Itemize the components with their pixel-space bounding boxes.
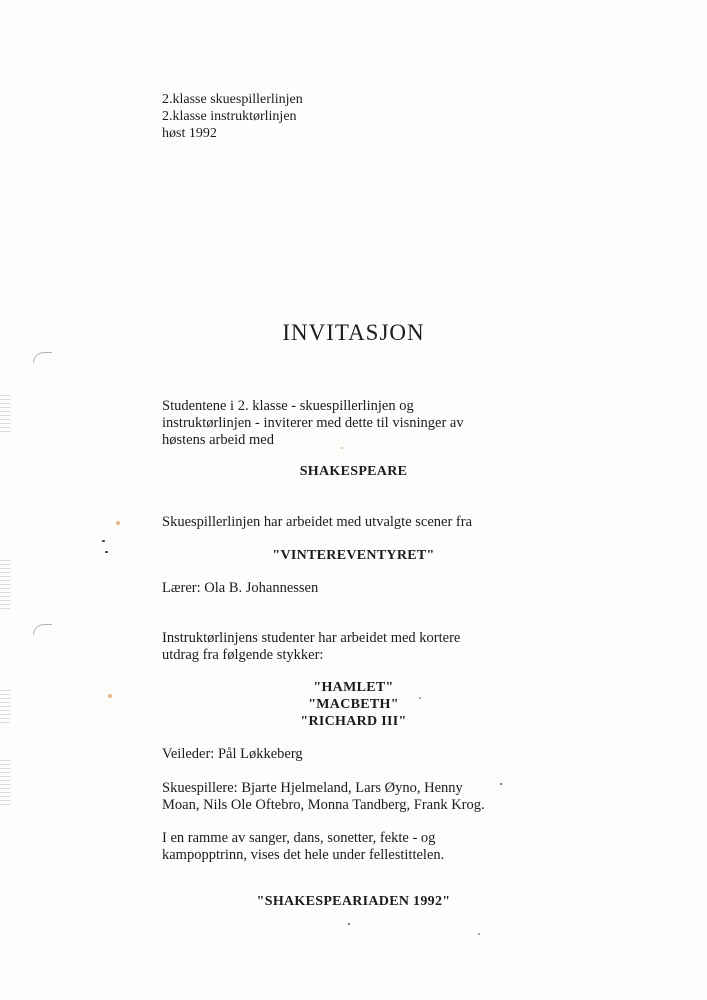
scan-speck (341, 447, 343, 449)
scan-speck (108, 694, 112, 698)
scan-edge-noise (0, 690, 10, 725)
header-semester: høst 1992 (162, 126, 217, 141)
teacher-line: Lærer: Ola B. Johannessen (162, 580, 319, 596)
scan-speck (419, 697, 421, 699)
play-macbeth: "MACBETH" (308, 697, 399, 712)
scan-speck (102, 540, 105, 542)
scan-edge-noise (0, 395, 10, 435)
scan-mark-arc (33, 624, 52, 635)
page-title: INVITASJON (282, 320, 425, 345)
framing-line-2: kampopptrinn, vises det hele under fellestittelen. (162, 847, 445, 863)
intro-line-3: høstens arbeid med (162, 432, 274, 448)
actors-line-1: Skuespillere: Bjarte Hjelmeland, Lars Øyno, Henny (162, 780, 463, 796)
scan-edge-noise (0, 760, 10, 805)
play-richard-iii: "RICHARD III" (300, 714, 407, 729)
scan-speck (478, 933, 480, 935)
scan-speck (116, 521, 120, 525)
scan-speck (500, 783, 502, 785)
framing-line-1: I en ramme av sanger, dans, sonetter, fekte - og (162, 830, 436, 846)
director-section-line-2: utdrag fra følgende stykker: (162, 647, 324, 663)
intro-line-2: instruktørlinjen - inviterer med dette til visninger av (162, 415, 464, 431)
subject-heading: SHAKESPEARE (299, 464, 408, 479)
scan-speck (348, 923, 350, 925)
final-title: "SHAKESPEARIADEN 1992" (256, 894, 451, 909)
intro-line-1: Studentene i 2. klasse - skuespillerlinjen og (162, 398, 414, 414)
scan-mark-arc (33, 352, 52, 363)
scan-speck (105, 551, 108, 553)
header-class-actors: 2.klasse skuespillerlinjen (162, 92, 303, 107)
header-class-directors: 2.klasse instruktørlinjen (162, 109, 297, 124)
director-section-line-1: Instruktørlinjens studenter har arbeidet med kortere (162, 630, 461, 646)
actor-section-text: Skuespillerlinjen har arbeidet med utvalgte scener fra (162, 514, 473, 530)
play-vintereventyret: "VINTEREVENTYRET" (272, 548, 435, 563)
play-hamlet: "HAMLET" (313, 680, 394, 695)
supervisor-line: Veileder: Pål Løkkeberg (162, 746, 303, 762)
scan-edge-noise (0, 560, 10, 610)
actors-line-2: Moan, Nils Ole Oftebro, Monna Tandberg, Frank Krog. (162, 797, 485, 813)
